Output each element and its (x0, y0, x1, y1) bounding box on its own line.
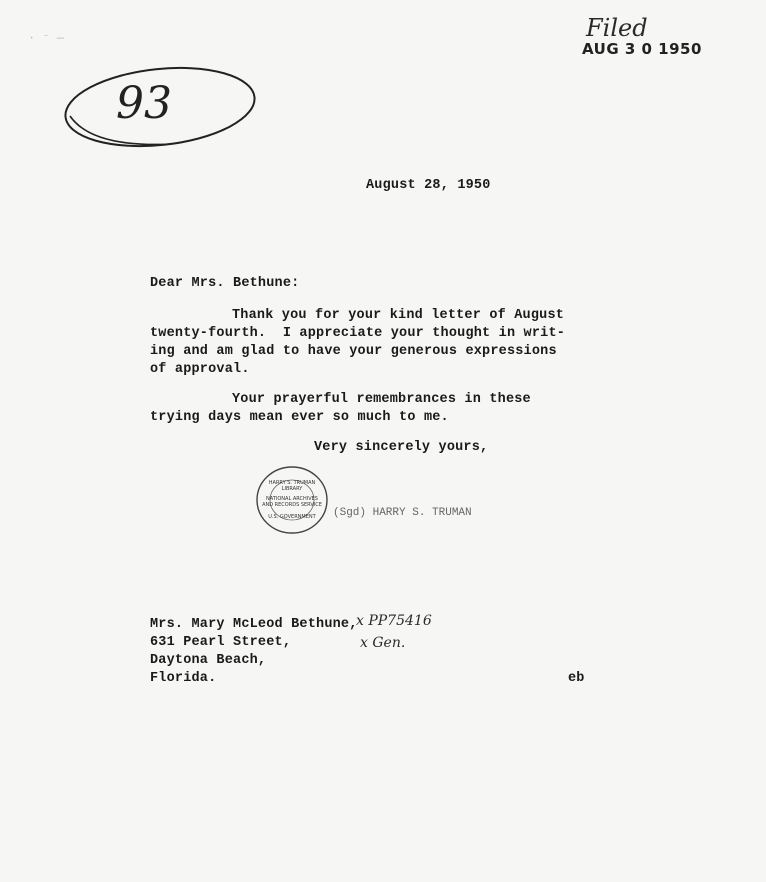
seal-line: NATIONAL ARCHIVES AND RECORDS SERVICE (262, 496, 322, 508)
seal-line: HARRY S. TRUMAN LIBRARY (268, 480, 316, 492)
body-line: ing and am glad to have your generous expressions (150, 344, 557, 359)
body-line: Your prayerful remembrances in these (232, 392, 531, 407)
closing: Very sincerely yours, (314, 440, 489, 455)
received-date-stamp: AUG 3 0 1950 (582, 40, 702, 58)
signature-typed: (Sgd) HARRY S. TRUMAN (333, 507, 472, 519)
salutation: Dear Mrs. Bethune: (150, 276, 300, 291)
file-note: x PP75416 (356, 613, 432, 629)
address-line: 631 Pearl Street, (150, 635, 292, 650)
filed-handwritten-note: Filed (586, 14, 648, 42)
letter-date: August 28, 1950 (366, 178, 491, 193)
file-number: 93 (116, 78, 172, 129)
margin-mark: · ⁻ — (28, 31, 65, 45)
address-line: Daytona Beach, (150, 653, 267, 668)
file-note: x Gen. (360, 635, 406, 651)
body-line: twenty-fourth. I appreciate your thought in writ- (150, 326, 566, 341)
body-line: trying days mean ever so much to me. (150, 410, 449, 425)
address-line: Florida. (150, 671, 217, 686)
file-notes (356, 610, 432, 654)
body-line: Thank you for your kind letter of August (232, 308, 565, 323)
seal-line: U.S. GOVERNMENT (268, 514, 316, 520)
body-line: of approval. (150, 362, 250, 377)
address-line: Mrs. Mary McLeod Bethune, (150, 617, 358, 632)
seal-text (262, 480, 322, 520)
typist-initials: eb (568, 671, 585, 686)
